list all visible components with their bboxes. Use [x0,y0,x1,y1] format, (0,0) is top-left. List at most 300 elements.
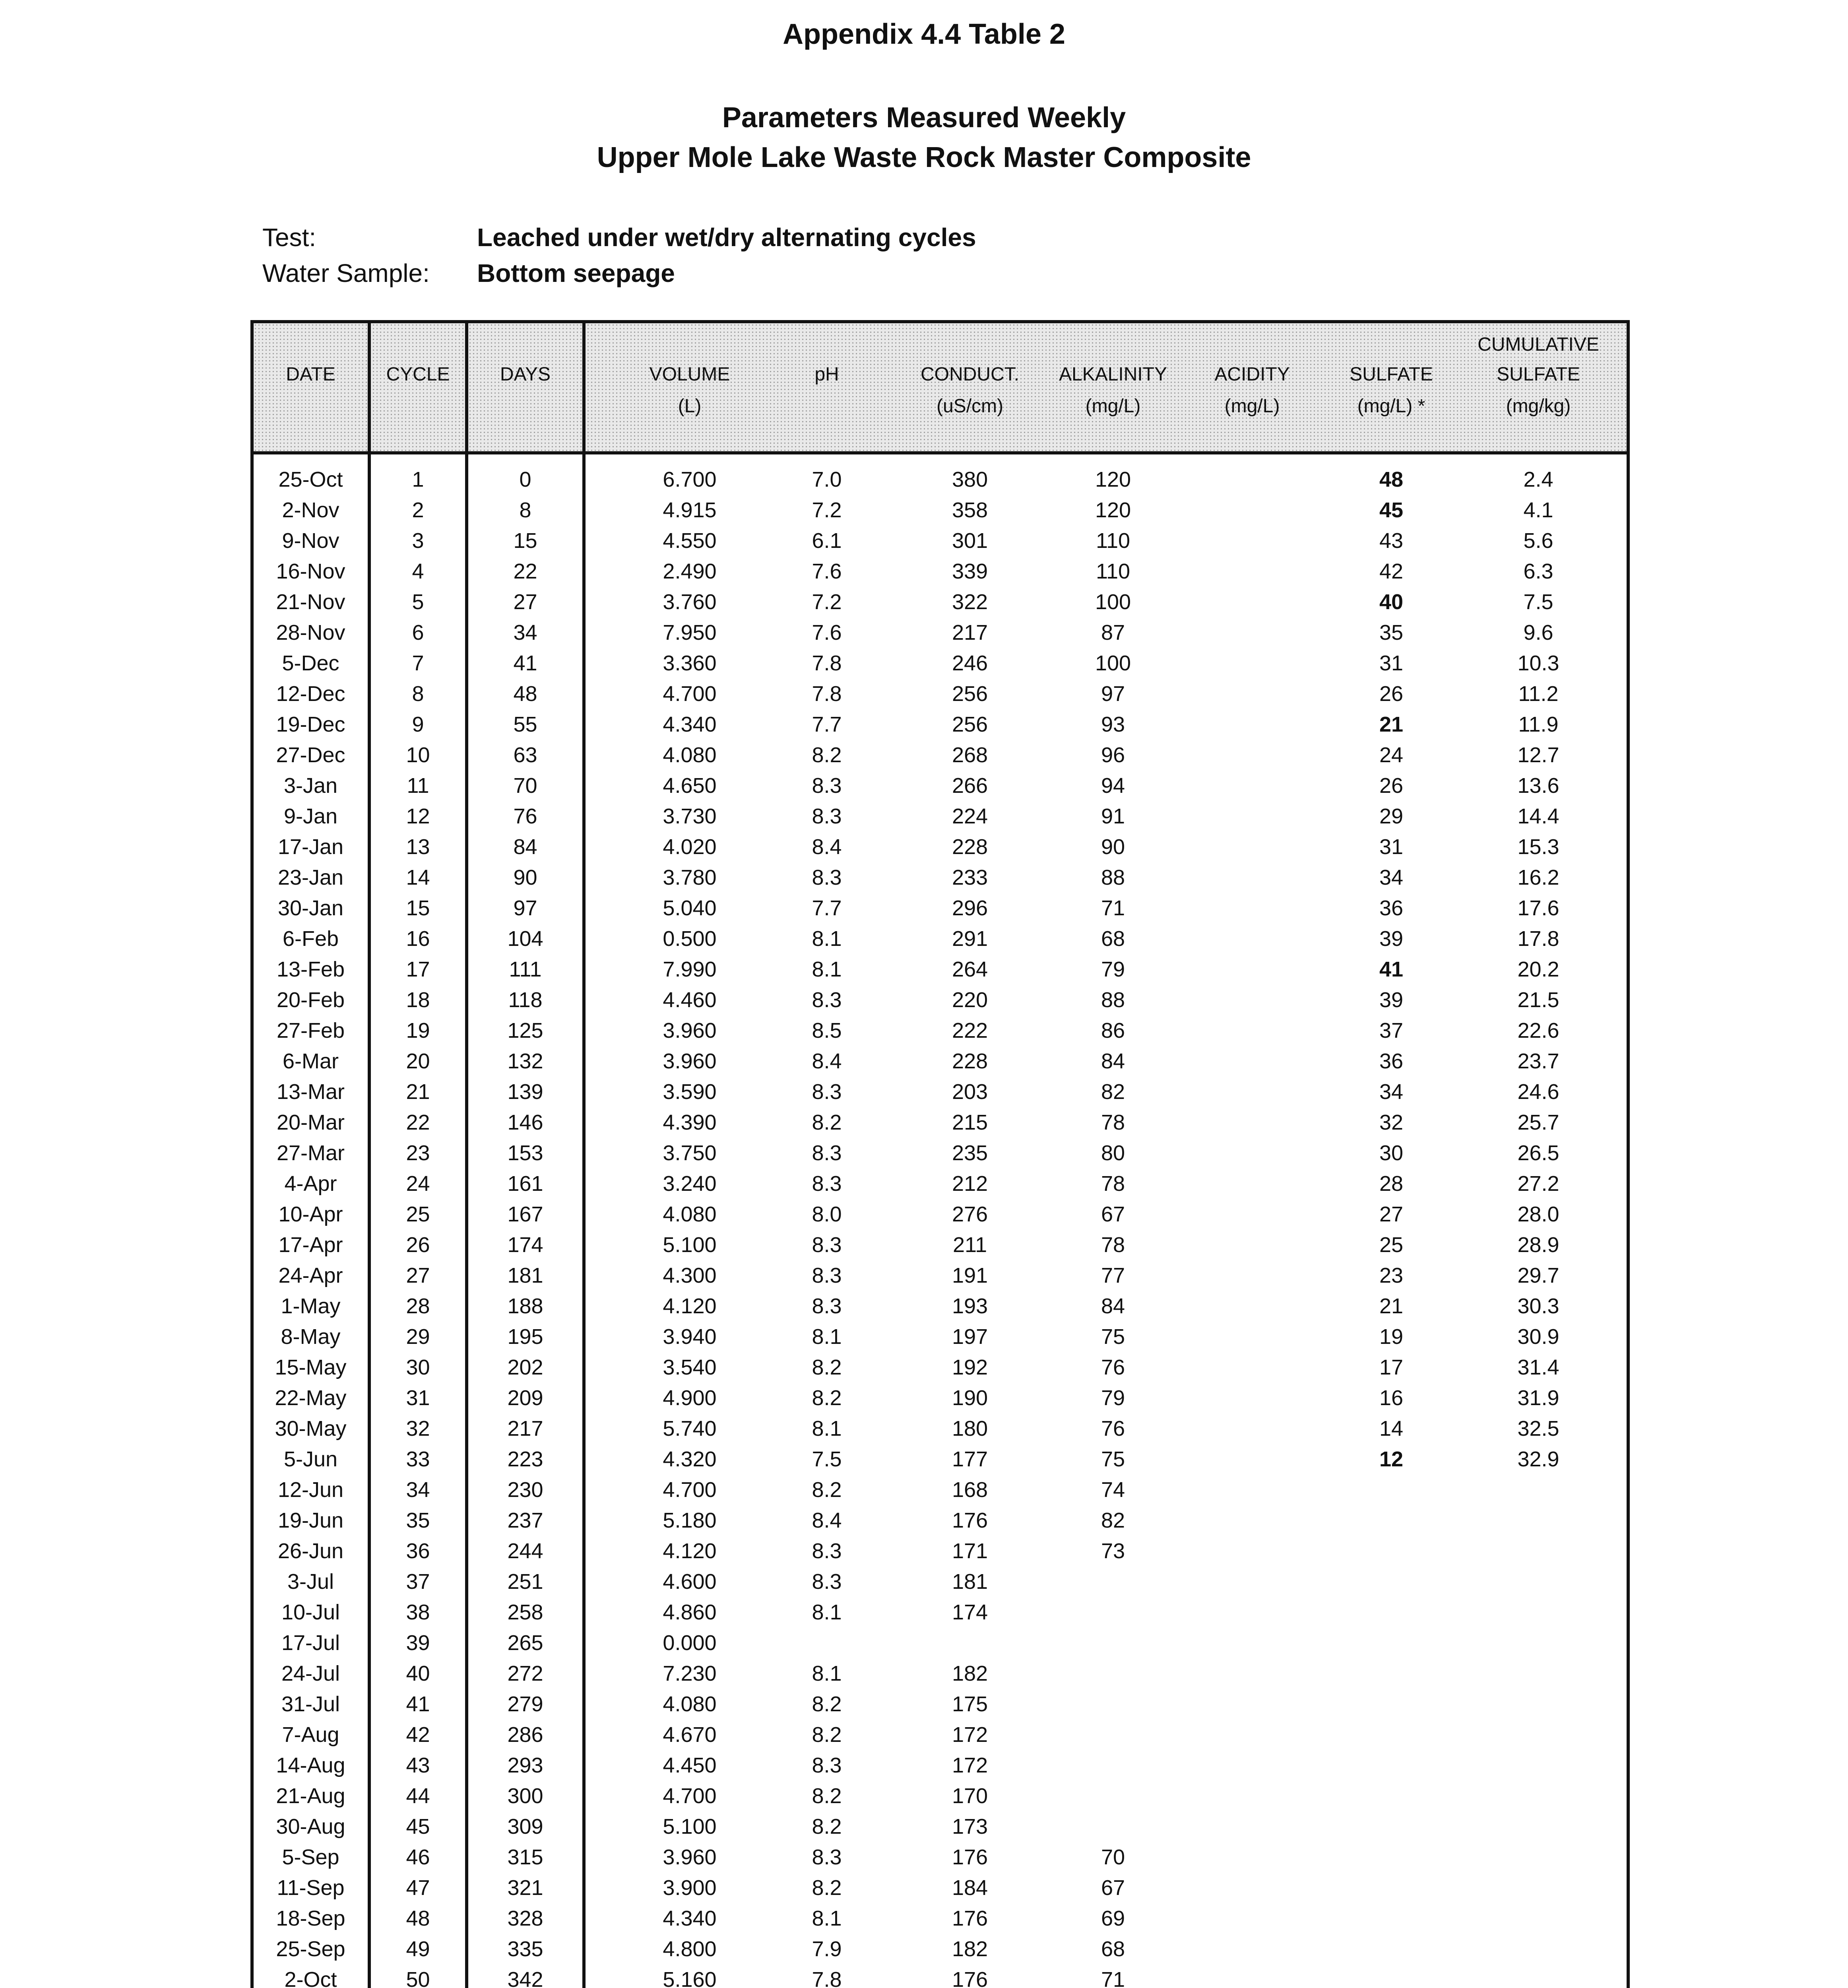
cell-cycle: 50 [406,1968,430,1988]
cell-days: 230 [507,1478,543,1502]
cell-date: 5-Dec [282,651,339,675]
cell-days: 328 [507,1906,543,1930]
cell-date: 10-Apr [278,1202,343,1226]
cell-alkalinity: 91 [1101,804,1125,828]
cell-alkalinity: 82 [1101,1080,1125,1104]
cell-cumulative-sulfate: 28.0 [1517,1202,1559,1226]
cell-days: 174 [507,1233,543,1257]
cell-alkalinity: 88 [1101,988,1125,1012]
cell-days: 279 [507,1692,543,1716]
cell-ph: 8.2 [812,1723,842,1747]
cell-volume: 4.670 [663,1723,717,1747]
cell-cumulative-sulfate: 21.5 [1517,988,1559,1012]
cell-cycle: 45 [406,1815,430,1839]
cell-ph: 8.4 [812,1049,842,1073]
cell-ph: 8.3 [812,988,842,1012]
cell-cumulative-sulfate: 32.5 [1517,1417,1559,1441]
cell-days: 244 [507,1539,543,1563]
cell-cumulative-sulfate: 31.9 [1517,1386,1559,1410]
cell-sulfate: 40 [1379,590,1404,614]
cell-date: 21-Nov [276,590,345,614]
cell-volume: 4.340 [663,1906,717,1930]
cell-cumulative-sulfate: 22.6 [1517,1019,1559,1043]
header-date: DATE [286,364,335,385]
cell-volume: 4.600 [663,1570,717,1594]
cell-ph: 7.2 [812,498,842,522]
cell-ph: 8.3 [812,774,842,798]
cell-volume: 7.950 [663,621,717,645]
cell-alkalinity: 84 [1101,1049,1125,1073]
cell-cumulative-sulfate: 13.6 [1517,774,1559,798]
cell-volume: 4.340 [663,712,717,736]
cell-ph: 8.4 [812,1508,842,1532]
cell-conduct: 256 [952,712,988,736]
cell-days: 8 [519,498,531,522]
cell-conduct: 184 [952,1876,988,1900]
cell-cumulative-sulfate: 7.5 [1523,590,1553,614]
cell-alkalinity: 67 [1101,1876,1125,1900]
cell-alkalinity: 88 [1101,866,1125,889]
cell-days: 195 [507,1325,543,1349]
cell-sulfate: 14 [1379,1417,1404,1441]
cell-volume: 3.940 [663,1325,717,1349]
cell-date: 18-Sep [276,1906,345,1930]
header-sulfate: SULFATE [1350,364,1433,385]
column-divider [368,320,371,1988]
cell-days: 209 [507,1386,543,1410]
cell-alkalinity: 94 [1101,774,1125,798]
cell-days: 237 [507,1508,543,1532]
cell-alkalinity: 120 [1095,468,1131,491]
cell-cycle: 24 [406,1172,430,1196]
cell-volume: 3.360 [663,651,717,675]
cell-days: 153 [507,1141,543,1165]
cell-sulfate: 26 [1379,774,1404,798]
cell-date: 15-May [275,1355,347,1379]
cell-date: 3-Jan [283,774,338,798]
cell-volume: 6.700 [663,468,717,491]
cell-cycle: 28 [406,1294,430,1318]
cell-date: 12-Dec [276,682,345,706]
cell-sulfate: 24 [1379,743,1404,767]
cell-ph: 8.3 [812,1141,842,1165]
cell-ph: 7.6 [812,559,842,583]
cell-alkalinity: 84 [1101,1294,1125,1318]
cell-cumulative-sulfate: 2.4 [1523,468,1553,491]
cell-cycle: 30 [406,1355,430,1379]
cell-ph: 7.8 [812,1968,842,1988]
cell-sulfate: 30 [1379,1141,1404,1165]
cell-cumulative-sulfate: 11.2 [1518,682,1559,706]
cell-ph: 7.5 [812,1447,842,1471]
cell-volume: 4.700 [663,682,717,706]
cell-days: 84 [513,835,537,859]
cell-date: 13-Feb [276,957,345,981]
cell-date: 9-Nov [282,529,339,553]
cell-conduct: 176 [952,1906,988,1930]
cell-sulfate: 32 [1379,1110,1404,1134]
header-volume: VOLUME [649,364,730,385]
cell-conduct: 197 [952,1325,988,1349]
cell-cycle: 47 [406,1876,430,1900]
cell-alkalinity: 68 [1101,927,1125,951]
cell-alkalinity: 67 [1101,1202,1125,1226]
cell-date: 30-May [275,1417,347,1441]
cell-date: 19-Jun [277,1508,344,1532]
cell-volume: 3.730 [663,804,717,828]
cell-ph: 8.3 [812,1539,842,1563]
cell-cycle: 42 [406,1723,430,1747]
cell-ph: 8.1 [812,927,842,951]
cell-ph: 8.2 [812,1876,842,1900]
cell-date: 27-Feb [276,1019,345,1043]
cell-conduct: 264 [952,957,988,981]
header-ph: pH [814,364,839,385]
cell-days: 34 [513,621,537,645]
cell-volume: 3.960 [663,1845,717,1869]
cell-cycle: 37 [406,1570,430,1594]
cell-alkalinity: 76 [1101,1355,1125,1379]
cell-ph: 8.1 [812,957,842,981]
cell-ph: 8.3 [812,1845,842,1869]
cell-cycle: 41 [406,1692,430,1716]
cell-cycle: 9 [412,712,424,736]
cell-days: 181 [507,1264,543,1287]
cell-date: 22-May [275,1386,347,1410]
cell-alkalinity: 78 [1101,1110,1125,1134]
cell-cycle: 44 [406,1784,430,1808]
cell-ph: 8.3 [812,1172,842,1196]
cell-sulfate: 36 [1379,896,1404,920]
cell-ph: 8.1 [812,1906,842,1930]
cell-days: 63 [513,743,537,767]
cell-alkalinity: 71 [1101,1968,1125,1988]
cell-conduct: 175 [952,1692,988,1716]
cell-days: 286 [507,1723,543,1747]
cell-conduct: 228 [952,1049,988,1073]
cell-cycle: 25 [406,1202,430,1226]
header-sulfate-unit: (mg/L) * [1357,396,1425,417]
cell-ph: 7.7 [812,712,842,736]
cell-conduct: 358 [952,498,988,522]
header-volume-unit: (L) [678,396,702,417]
cell-ph: 8.1 [812,1662,842,1685]
cell-volume: 0.000 [663,1631,717,1655]
cell-days: 272 [507,1662,543,1685]
cell-ph: 8.3 [812,1753,842,1777]
cell-volume: 4.700 [663,1784,717,1808]
cell-cycle: 15 [406,896,430,920]
cell-conduct: 301 [952,529,988,553]
cell-conduct: 339 [952,559,988,583]
cell-ph: 8.1 [812,1600,842,1624]
cell-ph: 8.3 [812,1080,842,1104]
cell-conduct: 168 [952,1478,988,1502]
cell-alkalinity: 96 [1101,743,1125,767]
cell-conduct: 170 [952,1784,988,1808]
cell-sulfate: 29 [1379,804,1404,828]
column-divider [465,320,468,1988]
cell-cycle: 17 [406,957,430,981]
cell-volume: 3.590 [663,1080,717,1104]
cell-cycle: 1 [412,468,424,491]
water-sample-value: Bottom seepage [477,259,675,287]
cell-ph: 7.8 [812,651,842,675]
cell-ph: 8.3 [812,1264,842,1287]
cell-ph: 8.1 [812,1417,842,1441]
cell-days: 265 [507,1631,543,1655]
cell-days: 55 [513,712,537,736]
cell-volume: 4.390 [663,1110,717,1134]
cell-cumulative-sulfate: 14.4 [1517,804,1559,828]
cell-cycle: 22 [406,1110,430,1134]
cell-date: 10-Jul [281,1600,340,1624]
cell-volume: 3.240 [663,1172,717,1196]
cell-ph: 8.1 [812,1325,842,1349]
cell-date: 13-Mar [276,1080,345,1104]
cell-cycle: 20 [406,1049,430,1073]
cell-alkalinity: 78 [1101,1172,1125,1196]
cell-cycle: 4 [412,559,424,583]
cell-cycle: 31 [406,1386,430,1410]
cell-cycle: 23 [406,1141,430,1165]
cell-days: 188 [507,1294,543,1318]
cell-ph: 8.2 [812,1784,842,1808]
water-sample-label: Water Sample: [262,259,430,287]
table-subtitle: Parameters Measured Weekly [722,102,1126,134]
cell-ph: 8.3 [812,804,842,828]
cell-conduct: 211 [952,1233,987,1257]
cell-days: 321 [507,1876,543,1900]
cell-days: 15 [513,529,537,553]
cell-cumulative-sulfate: 23.7 [1517,1049,1559,1073]
table-subtitle-composite: Upper Mole Lake Waste Rock Master Composite [597,142,1251,173]
cell-date: 6-Feb [282,927,339,951]
cell-alkalinity: 71 [1101,896,1125,920]
header-cumulative: CUMULATIVE [1478,334,1599,355]
cell-conduct: 172 [952,1723,988,1747]
cell-alkalinity: 73 [1101,1539,1125,1563]
cell-sulfate: 26 [1379,682,1404,706]
cell-volume: 4.550 [663,529,717,553]
cell-cycle: 5 [412,590,424,614]
cell-alkalinity: 80 [1101,1141,1125,1165]
cell-days: 335 [507,1937,543,1961]
cell-cycle: 32 [406,1417,430,1441]
cell-days: 104 [507,927,543,951]
cell-conduct: 276 [952,1202,988,1226]
cell-cycle: 2 [412,498,424,522]
cell-days: 293 [507,1753,543,1777]
header-conduct: CONDUCT. [921,364,1019,385]
cell-ph: 8.2 [812,1815,842,1839]
cell-conduct: 266 [952,774,988,798]
cell-cycle: 16 [406,927,430,951]
cell-days: 251 [507,1570,543,1594]
cell-conduct: 203 [952,1080,988,1104]
cell-sulfate: 28 [1379,1172,1404,1196]
cell-date: 16-Nov [276,559,345,583]
header-cumulative-unit: (mg/kg) [1506,396,1571,417]
cell-date: 27-Dec [276,743,345,767]
cell-days: 0 [519,468,531,491]
cell-date: 12-Jun [277,1478,344,1502]
cell-days: 70 [513,774,537,798]
cell-cycle: 40 [406,1662,430,1685]
cell-date: 27-Mar [276,1141,345,1165]
cell-cumulative-sulfate: 5.6 [1523,529,1553,553]
cell-date: 26-Jun [277,1539,344,1563]
cell-days: 97 [513,896,537,920]
cell-volume: 5.040 [663,896,717,920]
cell-volume: 4.080 [663,1202,717,1226]
cell-volume: 0.500 [663,927,717,951]
cell-ph: 7.6 [812,621,842,645]
header-cycle: CYCLE [386,364,450,385]
cell-date: 30-Jan [277,896,344,920]
cell-conduct: 190 [952,1386,988,1410]
cell-cumulative-sulfate: 4.1 [1523,498,1553,522]
cell-cycle: 29 [406,1325,430,1349]
cell-sulfate: 27 [1379,1202,1404,1226]
cell-conduct: 228 [952,835,988,859]
cell-volume: 3.750 [663,1141,717,1165]
cell-conduct: 176 [952,1845,988,1869]
cell-alkalinity: 74 [1101,1478,1125,1502]
test-value: Leached under wet/dry alternating cycles [477,223,976,252]
cell-cumulative-sulfate: 20.2 [1517,957,1559,981]
cell-volume: 3.780 [663,866,717,889]
cell-volume: 4.300 [663,1264,717,1287]
cell-cycle: 18 [406,988,430,1012]
cell-ph: 8.3 [812,1294,842,1318]
cell-alkalinity: 78 [1101,1233,1125,1257]
cell-conduct: 193 [952,1294,988,1318]
cell-ph: 8.4 [812,835,842,859]
cell-date: 9-Jan [283,804,338,828]
cell-date: 2-Oct [284,1968,337,1988]
cell-cycle: 26 [406,1233,430,1257]
cell-ph: 8.2 [812,1692,842,1716]
cell-days: 223 [507,1447,543,1471]
column-divider [582,320,586,1988]
cell-cumulative-sulfate: 32.9 [1517,1447,1559,1471]
cell-alkalinity: 87 [1101,621,1125,645]
cell-alkalinity: 120 [1095,498,1131,522]
cell-volume: 3.960 [663,1049,717,1073]
cell-alkalinity: 90 [1101,835,1125,859]
cell-cycle: 8 [412,682,424,706]
cell-cumulative-sulfate: 17.8 [1517,927,1559,951]
cell-alkalinity: 76 [1101,1417,1125,1441]
cell-conduct: 176 [952,1968,988,1988]
cell-alkalinity: 93 [1101,712,1125,736]
cell-alkalinity: 75 [1101,1447,1125,1471]
cell-conduct: 224 [952,804,988,828]
cell-volume: 7.230 [663,1662,717,1685]
cell-volume: 4.800 [663,1937,717,1961]
cell-date: 2-Nov [282,498,339,522]
cell-days: 48 [513,682,537,706]
cell-ph: 8.3 [812,1233,842,1257]
cell-cycle: 11 [407,774,429,798]
cell-volume: 4.320 [663,1447,717,1471]
cell-conduct: 171 [952,1539,988,1563]
cell-alkalinity: 110 [1096,559,1131,583]
cell-days: 27 [513,590,537,614]
cell-conduct: 177 [952,1447,988,1471]
cell-sulfate: 36 [1379,1049,1404,1073]
cell-days: 125 [507,1019,543,1043]
cell-volume: 4.020 [663,835,717,859]
cell-conduct: 380 [952,468,988,491]
cell-cumulative-sulfate: 17.6 [1517,896,1559,920]
cell-volume: 4.700 [663,1478,717,1502]
header-alkalinity-unit: (mg/L) [1085,396,1141,417]
cell-sulfate: 25 [1379,1233,1404,1257]
cell-sulfate: 42 [1379,559,1404,583]
cell-date: 11-Sep [277,1876,345,1900]
cell-conduct: 256 [952,682,988,706]
cell-cycle: 6 [412,621,424,645]
cell-sulfate: 39 [1379,988,1404,1012]
cell-cycle: 35 [406,1508,430,1532]
cell-date: 25-Sep [276,1937,345,1961]
cell-cycle: 13 [406,835,430,859]
cell-days: 309 [507,1815,543,1839]
cell-conduct: 172 [952,1753,988,1777]
cell-cumulative-sulfate: 24.6 [1517,1080,1559,1104]
cell-alkalinity: 75 [1101,1325,1125,1349]
cell-sulfate: 17 [1379,1355,1404,1379]
cell-volume: 3.960 [663,1019,717,1043]
cell-volume: 4.450 [663,1753,717,1777]
header-acidity-unit: (mg/L) [1224,396,1280,417]
header-cumulative-sulfate: SULFATE [1497,364,1580,385]
cell-cumulative-sulfate: 26.5 [1517,1141,1559,1165]
cell-days: 217 [507,1417,543,1441]
cell-sulfate: 34 [1379,866,1404,889]
cell-conduct: 246 [952,651,988,675]
cell-cumulative-sulfate: 11.9 [1518,712,1559,736]
cell-days: 111 [509,957,542,981]
cell-cycle: 36 [406,1539,430,1563]
cell-volume: 5.180 [663,1508,717,1532]
cell-sulfate: 35 [1379,621,1404,645]
cell-days: 22 [513,559,537,583]
cell-cumulative-sulfate: 25.7 [1517,1110,1559,1134]
cell-conduct: 217 [952,621,988,645]
cell-alkalinity: 110 [1096,529,1131,553]
cell-volume: 5.160 [663,1968,717,1988]
cell-sulfate: 16 [1379,1386,1404,1410]
header-days: DAYS [500,364,551,385]
cell-volume: 4.915 [663,498,717,522]
cell-date: 3-Jul [287,1570,334,1594]
cell-sulfate: 31 [1379,651,1404,675]
cell-sulfate: 23 [1379,1264,1404,1287]
cell-cycle: 27 [406,1264,430,1287]
cell-sulfate: 48 [1379,468,1404,491]
cell-date: 8-May [281,1325,341,1349]
cell-volume: 2.490 [663,559,717,583]
cell-cumulative-sulfate: 27.2 [1517,1172,1559,1196]
cell-date: 6-Mar [282,1049,339,1073]
cell-cumulative-sulfate: 28.9 [1517,1233,1559,1257]
cell-date: 1-May [281,1294,341,1318]
cell-volume: 4.120 [663,1294,717,1318]
cell-cycle: 43 [406,1753,430,1777]
